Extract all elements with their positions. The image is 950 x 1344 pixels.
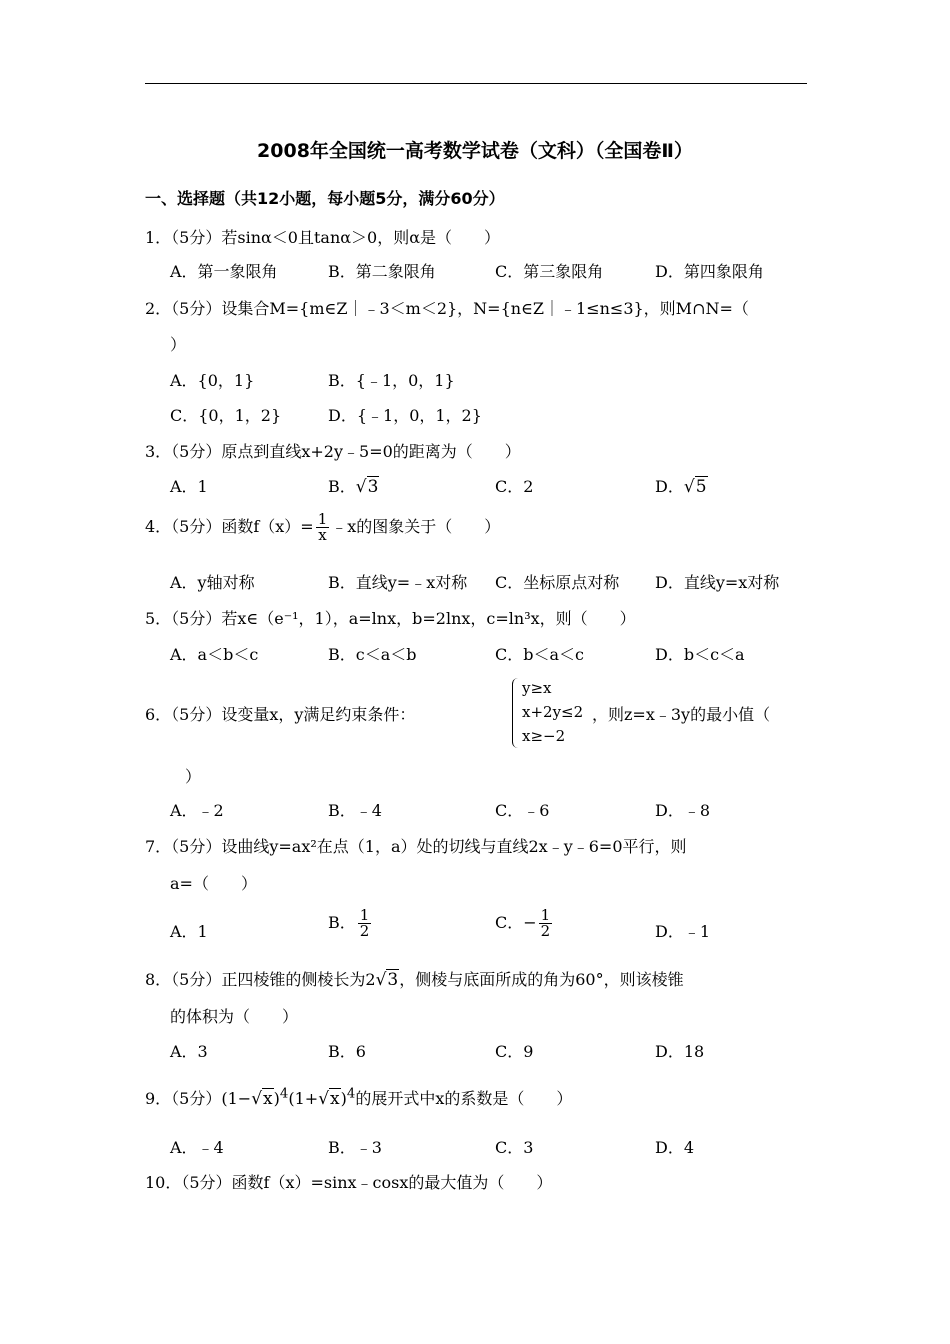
q2-option-d: D．{﹣1，0，1，2}	[328, 406, 482, 425]
q7-option-c-label: C．−	[495, 913, 537, 932]
question-1: 1．（5分）若sinα＜0且tanα＞0，则α是（ ）	[145, 228, 501, 247]
section-heading: 一、选择题（共12小题，每小题5分，满分60分）	[145, 189, 505, 208]
q9-option-b: B．﹣3	[328, 1138, 382, 1157]
question-7: 7．（5分）设曲线y=ax²在点（1，a）处的切线与直线2x﹣y﹣6=0平行，则	[145, 837, 687, 856]
q9-f1-close: )	[273, 1089, 280, 1108]
q9-f2-radicand: x	[330, 1089, 340, 1109]
q9-exp-1: 4	[279, 1086, 289, 1102]
q5-option-d: D．b＜c＜a	[655, 645, 745, 664]
q3-b-radicand: 3	[367, 477, 379, 497]
q9-f1-radicand: x	[263, 1089, 273, 1109]
top-rule	[145, 83, 807, 84]
q7-c-den: 2	[540, 922, 551, 940]
q3-option-d-label: D．	[655, 477, 684, 496]
question-6-post: ，则z=x﹣3y的最小值（	[592, 705, 771, 724]
question-9	[145, 1086, 572, 1109]
question-8-cont: 的体积为（ ）	[170, 1007, 299, 1026]
question-5: 5．（5分）若x∈（e⁻¹，1），a=lnx，b=2lnx，c=ln³x，则（ ）	[145, 609, 636, 628]
constraint-2: x+2y≤2	[522, 703, 584, 721]
q3-option-b-label: B．	[328, 477, 356, 496]
sqrt-icon: √5	[683, 477, 707, 497]
q9-option-c: C．3	[495, 1138, 534, 1157]
q7-option-b-label: B．	[328, 913, 356, 932]
q1-option-c: C．第三象限角	[495, 262, 604, 281]
constraint-3: x≥−2	[522, 727, 566, 745]
q8-option-a: A．3	[170, 1042, 208, 1061]
q3-option-a: A．1	[170, 477, 208, 496]
q9-option-d: D．4	[655, 1138, 695, 1157]
q8-option-b: B．6	[328, 1042, 366, 1061]
q5-option-c: C．b＜a＜c	[495, 645, 584, 664]
q8-option-c: C．9	[495, 1042, 534, 1061]
q9-f1-open: (1−	[221, 1089, 252, 1108]
q7-option-c	[495, 908, 554, 939]
q2-option-a: A．{0，1}	[170, 371, 255, 390]
q4-fraction	[316, 512, 330, 543]
question-6-pre: 6．（5分）设变量x，y满足约束条件：	[145, 705, 416, 724]
q9-exp-2: 4	[346, 1086, 356, 1102]
q9-f2-open: (1+	[288, 1089, 319, 1108]
q7-b-fraction	[358, 908, 372, 939]
q4-den: x	[318, 526, 327, 544]
q3-option-b	[328, 474, 379, 497]
q7-c-num: 1	[540, 906, 551, 924]
q5-option-a: A．a＜b＜c	[170, 645, 259, 664]
q4-pre: 4．（5分）函数f（x）=	[145, 517, 314, 536]
q3-option-c: C．2	[495, 477, 534, 496]
q4-option-c: C．坐标原点对称	[495, 573, 620, 592]
question-8	[145, 967, 684, 990]
sqrt-icon: √x	[251, 1089, 273, 1109]
q7-option-d: D．﹣1	[655, 922, 711, 941]
q1-option-b: B．第二象限角	[328, 262, 436, 281]
q1-option-a: A．第一象限角	[170, 262, 278, 281]
q5-option-b: B．c＜a＜b	[328, 645, 417, 664]
question-6-cont: ）	[185, 767, 202, 786]
q6-option-b: B．﹣4	[328, 801, 382, 820]
q8-post: ，侧棱与底面所成的角为60°，则该棱锥	[399, 970, 684, 989]
page-title: 2008年全国统一高考数学试卷（文科）（全国卷Ⅱ）	[257, 140, 693, 162]
q6-option-a: A．﹣2	[170, 801, 224, 820]
question-3: 3．（5分）原点到直线x+2y﹣5=0的距离为（ ）	[145, 442, 521, 461]
q2-option-b: B．{﹣1，0，1}	[328, 371, 455, 390]
q8-pre: 8．（5分）正四棱锥的侧棱长为	[145, 970, 366, 989]
q9-factor-1	[221, 1086, 289, 1109]
q7-option-b	[328, 908, 373, 939]
q1-option-d: D．第四象限角	[655, 262, 764, 281]
q3-option-d	[655, 474, 708, 497]
question-10: 10．（5分）函数f（x）=sinx﹣cosx的最大值为（ ）	[145, 1173, 553, 1192]
q9-option-a: A．﹣4	[170, 1138, 224, 1157]
q8-radicand: 3	[387, 970, 399, 990]
q7-b-num: 1	[359, 906, 370, 924]
constraint-1: y≥x	[522, 679, 552, 697]
q9-post: 的展开式中x的系数是（ ）	[355, 1089, 573, 1108]
question-2-cont: ）	[170, 335, 187, 354]
q8-option-d: D．18	[655, 1042, 705, 1061]
q7-c-fraction	[539, 908, 553, 939]
q7-option-a: A．1	[170, 922, 208, 941]
sqrt-icon: √x	[318, 1089, 340, 1109]
question-7-cont: a=（ ）	[170, 874, 257, 893]
sqrt-icon: √3	[375, 970, 399, 990]
q9-pre: 9．（5分）	[145, 1089, 222, 1108]
sqrt-icon: √3	[355, 477, 379, 497]
q3-d-radicand: 5	[695, 477, 707, 497]
q4-option-b: B．直线y=﹣x对称	[328, 573, 468, 592]
q4-num: 1	[317, 510, 328, 528]
q2-option-c: C．{0，1，2}	[170, 406, 282, 425]
q4-option-d: D．直线y=x对称	[655, 573, 780, 592]
q8-coef: 2	[365, 970, 376, 989]
q9-f2-close: )	[340, 1089, 347, 1108]
question-4	[145, 512, 500, 543]
q7-b-den: 2	[359, 922, 370, 940]
question-2: 2．（5分）设集合M={m∈Z｜﹣3＜m＜2}，N={n∈Z｜﹣1≤n≤3}，则M∩N=（	[145, 299, 749, 318]
left-brace-icon	[512, 678, 521, 748]
q9-factor-2	[288, 1086, 356, 1109]
q4-post: ﹣x的图象关于（ ）	[331, 517, 501, 536]
q6-option-d: D．﹣8	[655, 801, 711, 820]
q6-option-c: C．﹣6	[495, 801, 550, 820]
q4-option-a: A．y轴对称	[170, 573, 255, 592]
